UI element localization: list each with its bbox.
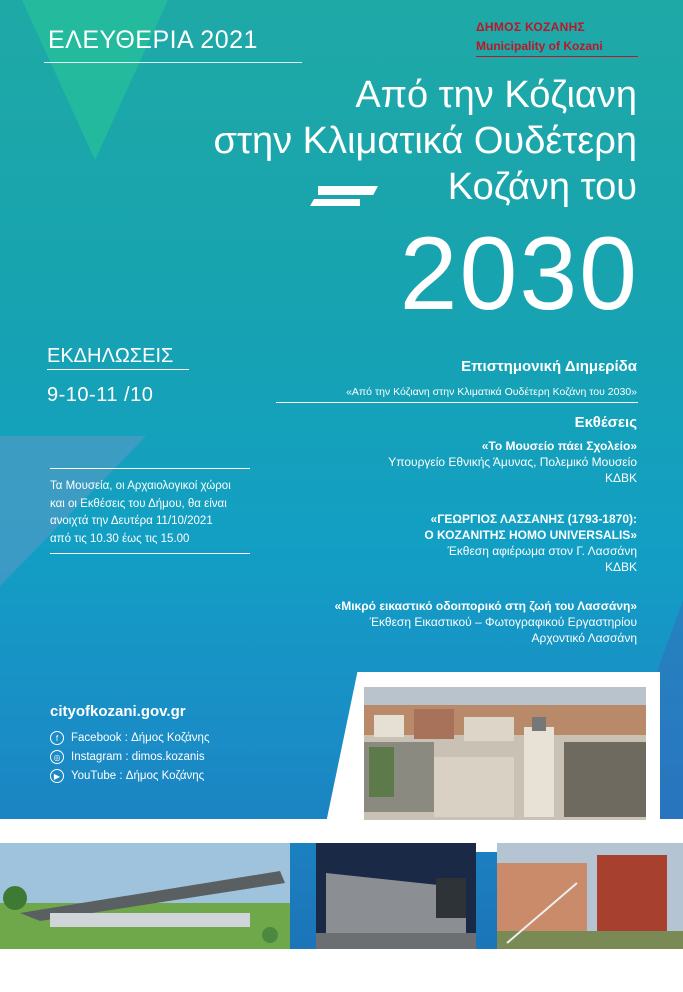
title-year: 2030 <box>399 216 639 332</box>
municipality-greek: ΔΗΜΟΣ ΚΟΖΑΝΗΣ <box>476 20 586 34</box>
title-line-1: Από την Κόζιανη <box>355 74 637 116</box>
events-dates: 9-10-11 /10 <box>47 384 154 406</box>
exhibition-item: «Το Μουσείο πάει Σχολείο» Υπουργείο Εθνικής Άμυνας, Πολεμικό Μουσείο ΚΔΒΚ <box>388 439 637 485</box>
school-photo <box>497 843 683 949</box>
divider <box>44 62 302 63</box>
divider <box>476 56 638 57</box>
event-name: ΕΛΕΥΘΕΡΙΑ 2021 <box>48 26 258 54</box>
bottom-band <box>0 949 683 992</box>
youtube-link[interactable]: ▶ YouTube : Δήμος Κοζάνης <box>50 769 204 783</box>
title-line-3: Κοζάνη του <box>447 166 637 208</box>
exhibitions-title: Εκθέσεις <box>574 414 637 431</box>
dash-icon <box>310 199 360 206</box>
divider <box>47 369 189 370</box>
seminar-title: Επιστημονική Διημερίδα <box>461 358 637 375</box>
instagram-icon: ◎ <box>50 750 64 764</box>
divider <box>276 402 638 403</box>
town-photo <box>364 687 646 820</box>
museum-photo <box>316 843 476 949</box>
seminar-subtitle: «Από την Κόζιανη στην Κλιματικά Ουδέτερη Κοζάνη του 2030» <box>346 386 637 398</box>
youtube-icon: ▶ <box>50 769 64 783</box>
poster-title <box>214 72 637 210</box>
municipality-english: Municipality of Kozani <box>476 39 603 53</box>
building-photo <box>0 843 290 949</box>
facebook-link[interactable]: f Facebook : Δήμος Κοζάνης <box>50 731 210 745</box>
dash-icon <box>318 186 378 195</box>
exhibition-item: «Μικρό εικαστικό οδοιπορικό στη ζωή του Λασσάνη» Έκθεση Εικαστικού – Φωτογραφικού Εργαστηρίου Αρχοντικό Λασσάνη <box>334 599 637 645</box>
white-band <box>0 819 683 843</box>
instagram-link[interactable]: ◎ Instagram : dimos.kozanis <box>50 750 205 764</box>
exhibition-item: «ΓΕΩΡΓΙΟΣ ΛΑΣΣΑΝΗΣ (1793-1870): Ο ΚΟΖΑΝΙΤΗΣ HOMO UNIVERSALIS» Έκθεση αφιέρωμα στον Γ. Λασσάνη ΚΔΒΚ <box>424 512 637 574</box>
facebook-icon: f <box>50 731 64 745</box>
title-line-2: στην Κλιματικά Ουδέτερη <box>213 120 637 162</box>
events-label: ΕΚΔΗΛΩΣΕΙΣ <box>47 345 174 367</box>
decor-triangle-top <box>22 0 168 160</box>
divider <box>50 468 250 469</box>
museums-notice: Τα Μουσεία, οι Αρχαιολογικοί χώροι και οι Εκθέσεις του Δήμου, θα είναι ανοιχτά την Δευτέρα 11/10/2021 από τις 10.30 έως τις 15.00 <box>50 480 231 545</box>
municipality-logo <box>476 20 638 53</box>
divider <box>50 553 250 554</box>
website-link[interactable]: cityofkozani.gov.gr <box>50 703 186 720</box>
